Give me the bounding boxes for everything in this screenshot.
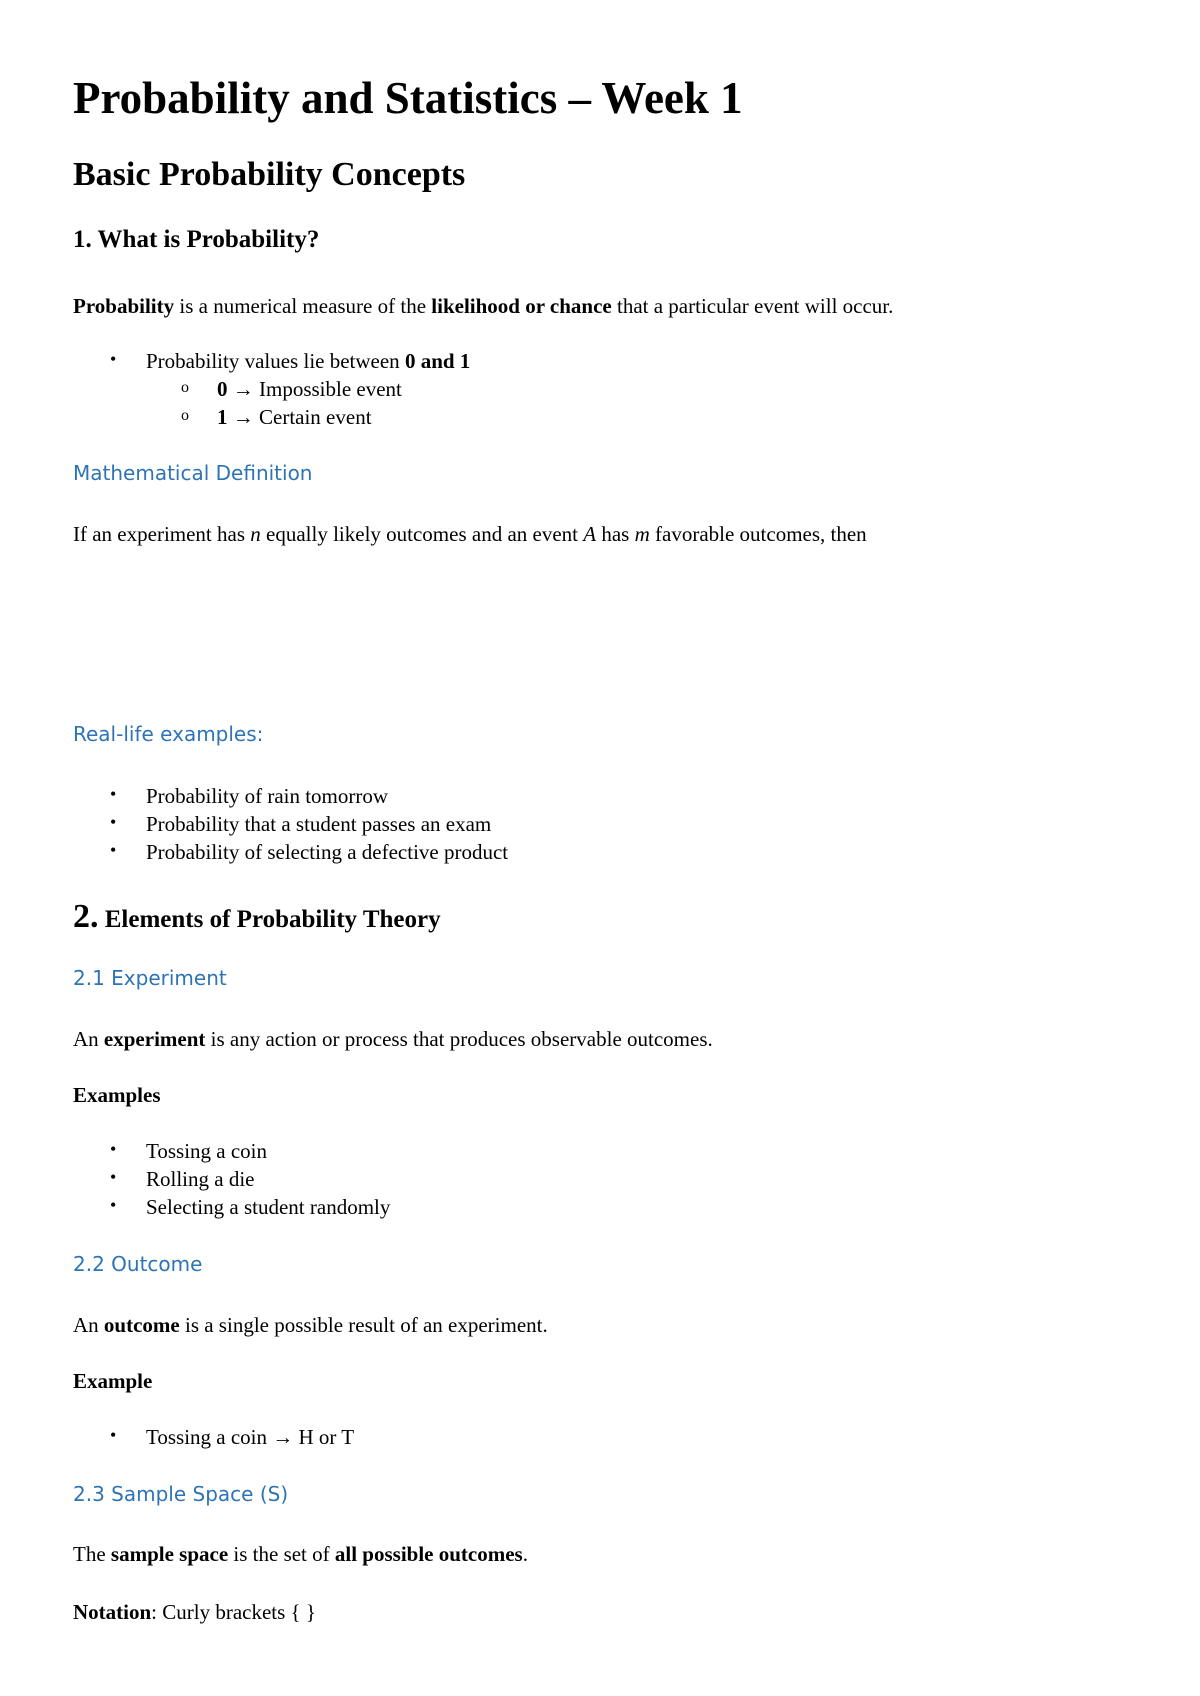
definition-text-2: that a particular event will occur. — [611, 294, 894, 318]
math-var-a: A — [583, 522, 597, 546]
term-probability: Probability — [73, 294, 175, 318]
math-var-m: m — [634, 522, 650, 546]
experiment-examples-label — [73, 1083, 161, 1108]
notation-text: : Curly brackets { } — [151, 1600, 316, 1624]
section-2-title: Elements of Probability Theory — [98, 906, 441, 933]
probability-definition — [73, 294, 893, 319]
sample-space-heading: 2.3 Sample Space (S) — [73, 1482, 289, 1506]
math-definition-text — [73, 522, 867, 547]
experiment-text-1: An — [73, 1027, 104, 1051]
range-text: Probability values lie between — [146, 349, 405, 373]
outcome-example-label — [73, 1369, 152, 1394]
list-item: • Tossing a coin → H or T — [146, 1425, 354, 1450]
math-text-1: If an experiment has — [73, 522, 251, 546]
definition-text-1: is a numerical measure of the — [174, 294, 432, 318]
outcome-text-1: An — [73, 1313, 104, 1337]
math-definition-heading: Mathematical Definition — [73, 461, 313, 485]
list-item: • Rolling a die — [146, 1167, 255, 1192]
real-life-examples-heading: Real-life examples: — [73, 722, 264, 746]
sub-bullet-text: → Impossible event — [227, 377, 402, 401]
list-item: • Selecting a student randomly — [146, 1195, 390, 1220]
list-item: • Probability of rain tomorrow — [146, 784, 388, 809]
outcome-definition — [73, 1313, 548, 1338]
range-emphasis: 0 and 1 — [404, 349, 471, 373]
section-2-number: 2. — [73, 898, 99, 935]
list-item: • Tossing a coin — [146, 1139, 267, 1164]
definition-emphasis: likelihood or chance — [431, 294, 612, 318]
sub-bullet-text: → Certain event — [227, 405, 372, 429]
term-sample-space: sample space — [110, 1542, 229, 1566]
document-subtitle: Basic Probability Concepts — [73, 156, 466, 193]
experiment-heading: 2.1 Experiment — [73, 966, 227, 990]
notation-label: Notation — [73, 1600, 152, 1624]
sample-space-text-3: . — [522, 1542, 528, 1566]
examples-label: Examples — [73, 1083, 161, 1107]
math-text-2: equally likely outcomes and an event — [260, 522, 584, 546]
section-1-heading: 1. What is Probability? — [73, 226, 320, 253]
sample-space-emphasis: all possible outcomes — [334, 1542, 523, 1566]
math-text-4: favorable outcomes, then — [649, 522, 867, 546]
sub-bullet-number: 0 — [217, 377, 228, 401]
document-title: Probability and Statistics – Week 1 — [73, 73, 743, 123]
sub-bullet-certain — [217, 405, 372, 430]
sub-bullet-number: 1 — [217, 405, 228, 429]
notation-line — [73, 1600, 316, 1625]
sample-space-text-1: The — [73, 1542, 111, 1566]
list-item: • Probability of selecting a defective product — [146, 840, 508, 865]
range-bullet — [146, 349, 470, 374]
term-outcome: outcome — [103, 1313, 180, 1337]
experiment-text-2: is any action or process that produces observable outcomes. — [205, 1027, 713, 1051]
outcome-heading: 2.2 Outcome — [73, 1252, 203, 1276]
sample-space-definition — [73, 1542, 528, 1567]
math-text-3: has — [596, 522, 635, 546]
section-2-heading — [73, 898, 441, 936]
outcome-text-2: is a single possible result of an experiment. — [179, 1313, 548, 1337]
sub-bullet-impossible — [217, 377, 402, 402]
list-item: • Probability that a student passes an exam — [146, 812, 491, 837]
term-experiment: experiment — [103, 1027, 206, 1051]
sample-space-text-2: is the set of — [228, 1542, 335, 1566]
example-label: Example — [73, 1369, 153, 1393]
experiment-definition — [73, 1027, 713, 1052]
math-var-n: n — [250, 522, 261, 546]
